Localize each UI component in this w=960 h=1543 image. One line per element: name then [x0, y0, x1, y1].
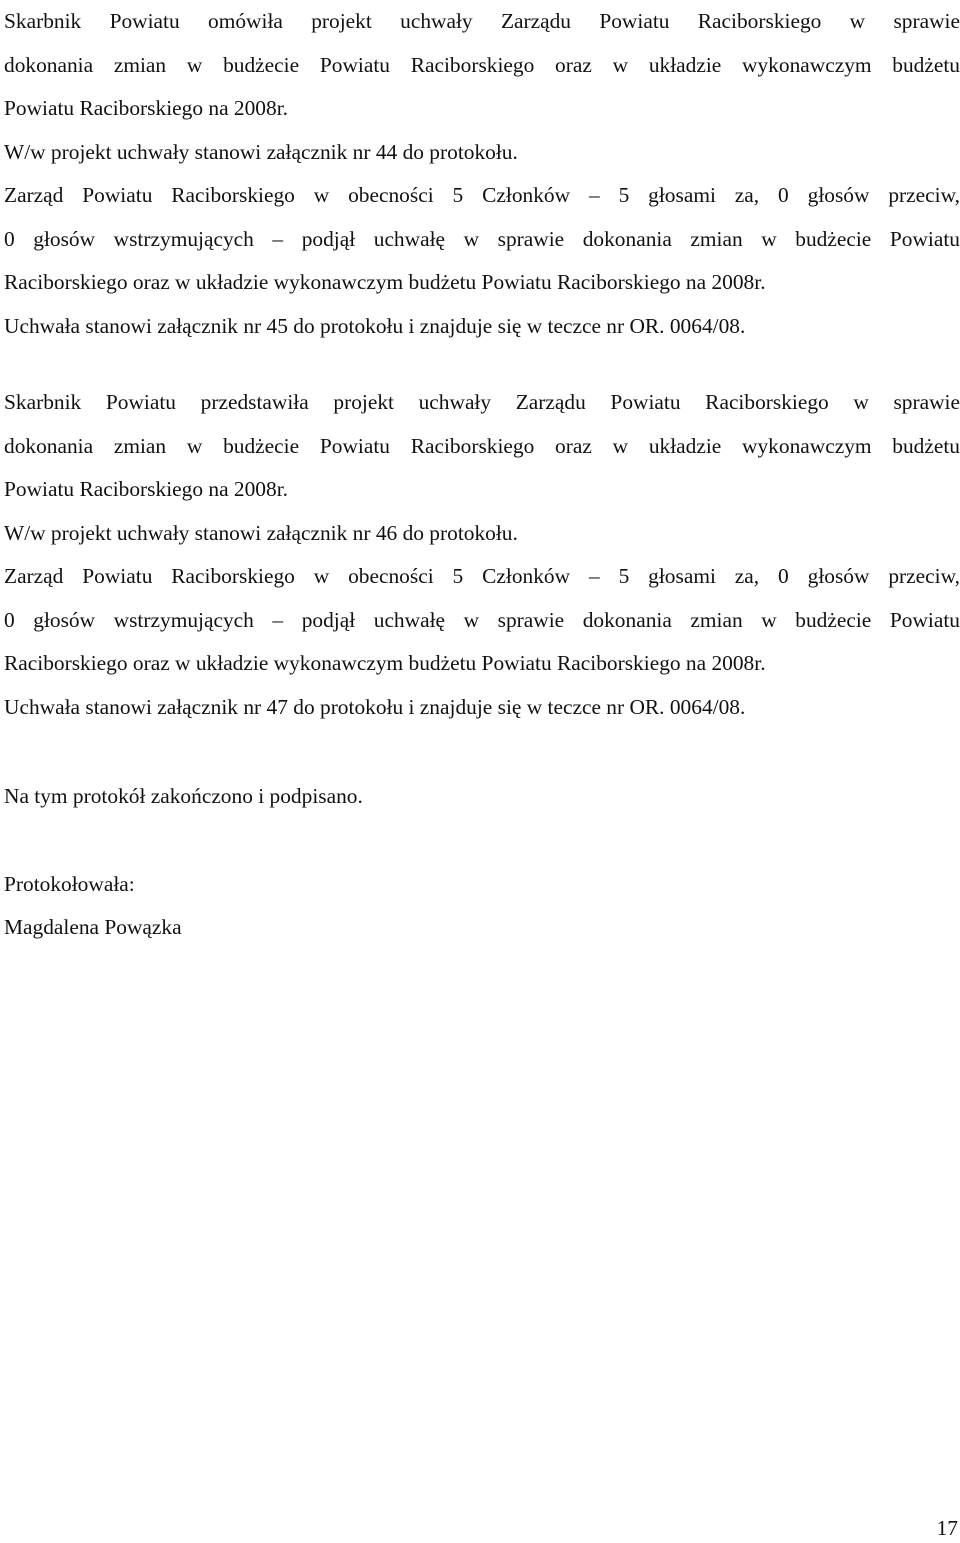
- text-line: Zarząd Powiatu Raciborskiego w obecności 5 Członków – 5 głosami za, 0 głosów przeciw,: [4, 564, 960, 588]
- signature-label: [4, 863, 960, 907]
- text-line: Skarbnik Powiatu omówiła projekt uchwały Zarządu Powiatu Raciborskiego w sprawie: [4, 9, 960, 33]
- text-line: Raciborskiego oraz w układzie wykonawczym budżetu Powiatu Raciborskiego na 2008r.: [4, 651, 766, 675]
- text-line: Raciborskiego oraz w układzie wykonawczym budżetu Powiatu Raciborskiego na 2008r.: [4, 270, 766, 294]
- resolution-paragraph-2: [4, 381, 960, 729]
- text-line: Powiatu Raciborskiego na 2008r.: [4, 477, 288, 501]
- text-line: W/w projekt uchwały stanowi załącznik nr 44 do protokołu.: [4, 139, 518, 164]
- text-line: Uchwała stanowi załącznik nr 47 do protokołu i znajduje się w teczce nr OR. 0064/08.: [4, 694, 746, 719]
- signature-name: [4, 906, 960, 950]
- text-line: dokonania zmian w budżecie Powiatu Raciborskiego oraz w układzie wykonawczym budżetu: [4, 433, 960, 458]
- page-number: 17: [936, 1516, 958, 1540]
- text-line: 0 głosów wstrzymujących – podjął uchwałę w sprawie dokonania zmian w budżecie Powiatu: [4, 226, 960, 251]
- signature-label-text: Protokołowała:: [4, 872, 135, 896]
- text-line: Uchwała stanowi załącznik nr 45 do protokołu i znajduje się w teczce nr OR. 0064/08.: [4, 313, 746, 338]
- text-line: Skarbnik Powiatu przedstawiła projekt uchwały Zarządu Powiatu Raciborskiego w sprawie: [4, 390, 960, 414]
- text-line: 0 głosów wstrzymujących – podjął uchwałę w sprawie dokonania zmian w budżecie Powiatu: [4, 607, 960, 632]
- signature-name-text: Magdalena Powązka: [4, 915, 182, 939]
- text-line: dokonania zmian w budżecie Powiatu Raciborskiego oraz w układzie wykonawczym budżetu: [4, 52, 960, 77]
- text-line: W/w projekt uchwały stanowi załącznik nr 46 do protokołu.: [4, 520, 518, 545]
- closing-statement: [4, 775, 960, 819]
- text-line: Powiatu Raciborskiego na 2008r.: [4, 96, 288, 120]
- closing-text: Na tym protokół zakończono i podpisano.: [4, 784, 363, 808]
- text-line: Zarząd Powiatu Raciborskiego w obecności 5 Członków – 5 głosami za, 0 głosów przeciw,: [4, 183, 960, 207]
- resolution-paragraph-1: [4, 0, 960, 348]
